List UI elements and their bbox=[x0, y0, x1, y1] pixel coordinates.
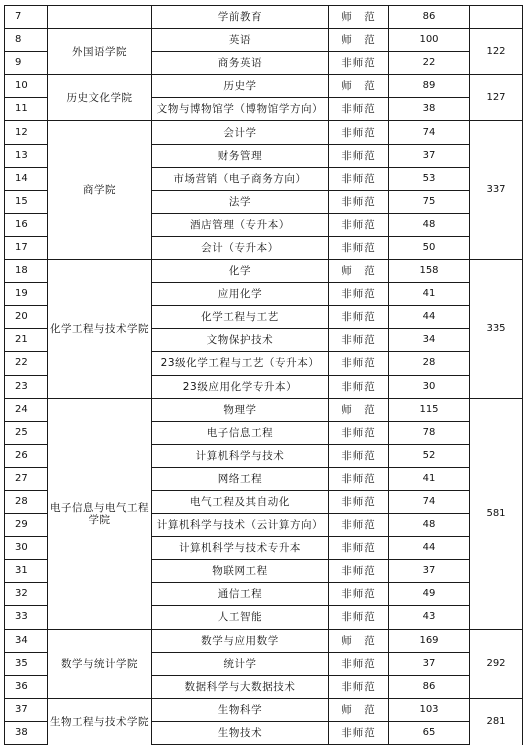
program-type: 师 范 bbox=[329, 75, 389, 98]
row-number: 7 bbox=[5, 6, 48, 29]
row-number: 12 bbox=[5, 121, 48, 144]
row-number: 9 bbox=[5, 52, 48, 75]
row-number: 31 bbox=[5, 560, 48, 583]
college-name: 商学院 bbox=[48, 121, 152, 260]
enrollment-count: 48 bbox=[389, 213, 470, 236]
row-number: 10 bbox=[5, 75, 48, 98]
major-name: 23级应用化学专升本） bbox=[152, 375, 329, 398]
enrollment-count: 100 bbox=[389, 29, 470, 52]
enrollment-count: 30 bbox=[389, 375, 470, 398]
college-name: 电子信息与电气工程学院 bbox=[48, 398, 152, 629]
row-number: 16 bbox=[5, 213, 48, 236]
major-name: 酒店管理（专升本） bbox=[152, 213, 329, 236]
row-number: 14 bbox=[5, 167, 48, 190]
college-name: 外国语学院 bbox=[48, 29, 152, 75]
enrollment-count: 74 bbox=[389, 490, 470, 513]
program-type: 非师范 bbox=[329, 490, 389, 513]
program-type: 非师范 bbox=[329, 306, 389, 329]
major-name: 物理学 bbox=[152, 398, 329, 421]
enrollment-count: 86 bbox=[389, 6, 470, 29]
enrollment-count: 44 bbox=[389, 537, 470, 560]
program-type: 师 范 bbox=[329, 398, 389, 421]
program-type: 师 范 bbox=[329, 629, 389, 652]
program-type: 非师范 bbox=[329, 283, 389, 306]
major-name: 电子信息工程 bbox=[152, 421, 329, 444]
enrollment-count: 37 bbox=[389, 560, 470, 583]
enrollment-count: 41 bbox=[389, 467, 470, 490]
enrollment-count: 49 bbox=[389, 583, 470, 606]
major-name: 计算机科学与技术（云计算方向） bbox=[152, 514, 329, 537]
table-row bbox=[5, 75, 523, 98]
program-type: 非师范 bbox=[329, 144, 389, 167]
major-name: 会计（专升本） bbox=[152, 236, 329, 259]
enrollment-count: 74 bbox=[389, 121, 470, 144]
row-number: 22 bbox=[5, 352, 48, 375]
table-row bbox=[5, 6, 523, 29]
program-type: 师 范 bbox=[329, 29, 389, 52]
major-name: 计算机科学与技术 bbox=[152, 444, 329, 467]
program-type: 非师范 bbox=[329, 352, 389, 375]
college-name: 生物工程与技术学院 bbox=[48, 698, 152, 744]
college-name: 历史文化学院 bbox=[48, 75, 152, 121]
row-number: 23 bbox=[5, 375, 48, 398]
row-number: 37 bbox=[5, 698, 48, 721]
program-type: 非师范 bbox=[329, 121, 389, 144]
enrollment-count: 86 bbox=[389, 675, 470, 698]
row-number: 21 bbox=[5, 329, 48, 352]
major-name: 财务管理 bbox=[152, 144, 329, 167]
major-name: 生物科学 bbox=[152, 698, 329, 721]
major-name: 市场营销（电子商务方向） bbox=[152, 167, 329, 190]
enrollment-count: 78 bbox=[389, 421, 470, 444]
enrollment-count: 53 bbox=[389, 167, 470, 190]
row-number: 30 bbox=[5, 537, 48, 560]
row-number: 35 bbox=[5, 652, 48, 675]
row-number: 11 bbox=[5, 98, 48, 121]
program-type: 非师范 bbox=[329, 514, 389, 537]
program-type: 师 范 bbox=[329, 698, 389, 721]
major-name: 生物技术 bbox=[152, 721, 329, 744]
enrollment-count: 115 bbox=[389, 398, 470, 421]
row-number: 26 bbox=[5, 444, 48, 467]
table-row bbox=[5, 629, 523, 652]
major-name: 数学与应用数学 bbox=[152, 629, 329, 652]
enrollment-count: 52 bbox=[389, 444, 470, 467]
college-total bbox=[470, 6, 523, 29]
program-type: 非师范 bbox=[329, 721, 389, 744]
program-type: 非师范 bbox=[329, 467, 389, 490]
major-name: 会计学 bbox=[152, 121, 329, 144]
row-number: 32 bbox=[5, 583, 48, 606]
program-type: 非师范 bbox=[329, 329, 389, 352]
table-row bbox=[5, 260, 523, 283]
major-name: 应用化学 bbox=[152, 283, 329, 306]
enrollment-count: 22 bbox=[389, 52, 470, 75]
table-body bbox=[5, 6, 523, 745]
enrollment-count: 28 bbox=[389, 352, 470, 375]
major-name: 历史学 bbox=[152, 75, 329, 98]
enrollment-count: 37 bbox=[389, 652, 470, 675]
program-type: 非师范 bbox=[329, 236, 389, 259]
major-name: 通信工程 bbox=[152, 583, 329, 606]
major-name: 商务英语 bbox=[152, 52, 329, 75]
row-number: 20 bbox=[5, 306, 48, 329]
program-type: 师 范 bbox=[329, 260, 389, 283]
enrollment-count: 43 bbox=[389, 606, 470, 629]
major-name: 学前教育 bbox=[152, 6, 329, 29]
college-name: 化学工程与技术学院 bbox=[48, 260, 152, 399]
row-number: 8 bbox=[5, 29, 48, 52]
row-number: 15 bbox=[5, 190, 48, 213]
row-number: 36 bbox=[5, 675, 48, 698]
program-type: 非师范 bbox=[329, 190, 389, 213]
major-name: 计算机科学与技术专升本 bbox=[152, 537, 329, 560]
enrollment-count: 48 bbox=[389, 514, 470, 537]
program-type: 非师范 bbox=[329, 606, 389, 629]
program-type: 非师范 bbox=[329, 537, 389, 560]
program-type: 非师范 bbox=[329, 375, 389, 398]
program-type: 非师范 bbox=[329, 583, 389, 606]
major-name: 电气工程及其自动化 bbox=[152, 490, 329, 513]
major-name: 法学 bbox=[152, 190, 329, 213]
college-total: 281 bbox=[470, 698, 523, 744]
row-number: 29 bbox=[5, 514, 48, 537]
enrollment-table bbox=[4, 5, 523, 745]
major-name: 化学 bbox=[152, 260, 329, 283]
enrollment-count: 50 bbox=[389, 236, 470, 259]
college-total: 292 bbox=[470, 629, 523, 698]
row-number: 18 bbox=[5, 260, 48, 283]
program-type: 非师范 bbox=[329, 652, 389, 675]
enrollment-count: 89 bbox=[389, 75, 470, 98]
enrollment-count: 169 bbox=[389, 629, 470, 652]
row-number: 25 bbox=[5, 421, 48, 444]
enrollment-count: 37 bbox=[389, 144, 470, 167]
college-name: 数学与统计学院 bbox=[48, 629, 152, 698]
row-number: 34 bbox=[5, 629, 48, 652]
program-type: 非师范 bbox=[329, 52, 389, 75]
major-name: 物联网工程 bbox=[152, 560, 329, 583]
major-name: 网络工程 bbox=[152, 467, 329, 490]
enrollment-count: 38 bbox=[389, 98, 470, 121]
table-row bbox=[5, 398, 523, 421]
table-row bbox=[5, 698, 523, 721]
table-row bbox=[5, 29, 523, 52]
major-name: 23级化学工程与工艺（专升本） bbox=[152, 352, 329, 375]
program-type: 非师范 bbox=[329, 675, 389, 698]
college-name bbox=[48, 6, 152, 29]
enrollment-count: 41 bbox=[389, 283, 470, 306]
program-type: 非师范 bbox=[329, 444, 389, 467]
enrollment-count: 65 bbox=[389, 721, 470, 744]
college-total: 122 bbox=[470, 29, 523, 75]
major-name: 人工智能 bbox=[152, 606, 329, 629]
row-number: 13 bbox=[5, 144, 48, 167]
enrollment-count: 103 bbox=[389, 698, 470, 721]
major-name: 文物与博物馆学（博物馆学方向） bbox=[152, 98, 329, 121]
major-name: 英语 bbox=[152, 29, 329, 52]
major-name: 文物保护技术 bbox=[152, 329, 329, 352]
college-total: 337 bbox=[470, 121, 523, 260]
college-total: 127 bbox=[470, 75, 523, 121]
major-name: 统计学 bbox=[152, 652, 329, 675]
row-number: 38 bbox=[5, 721, 48, 744]
major-name: 化学工程与工艺 bbox=[152, 306, 329, 329]
row-number: 28 bbox=[5, 490, 48, 513]
program-type: 非师范 bbox=[329, 421, 389, 444]
program-type: 师 范 bbox=[329, 6, 389, 29]
row-number: 33 bbox=[5, 606, 48, 629]
program-type: 非师范 bbox=[329, 213, 389, 236]
row-number: 19 bbox=[5, 283, 48, 306]
table-row bbox=[5, 121, 523, 144]
major-name: 数据科学与大数据技术 bbox=[152, 675, 329, 698]
enrollment-count: 75 bbox=[389, 190, 470, 213]
row-number: 17 bbox=[5, 236, 48, 259]
enrollment-count: 158 bbox=[389, 260, 470, 283]
enrollment-count: 34 bbox=[389, 329, 470, 352]
college-total: 581 bbox=[470, 398, 523, 629]
row-number: 27 bbox=[5, 467, 48, 490]
program-type: 非师范 bbox=[329, 560, 389, 583]
enrollment-count: 44 bbox=[389, 306, 470, 329]
program-type: 非师范 bbox=[329, 167, 389, 190]
college-total: 335 bbox=[470, 260, 523, 399]
program-type: 非师范 bbox=[329, 98, 389, 121]
row-number: 24 bbox=[5, 398, 48, 421]
